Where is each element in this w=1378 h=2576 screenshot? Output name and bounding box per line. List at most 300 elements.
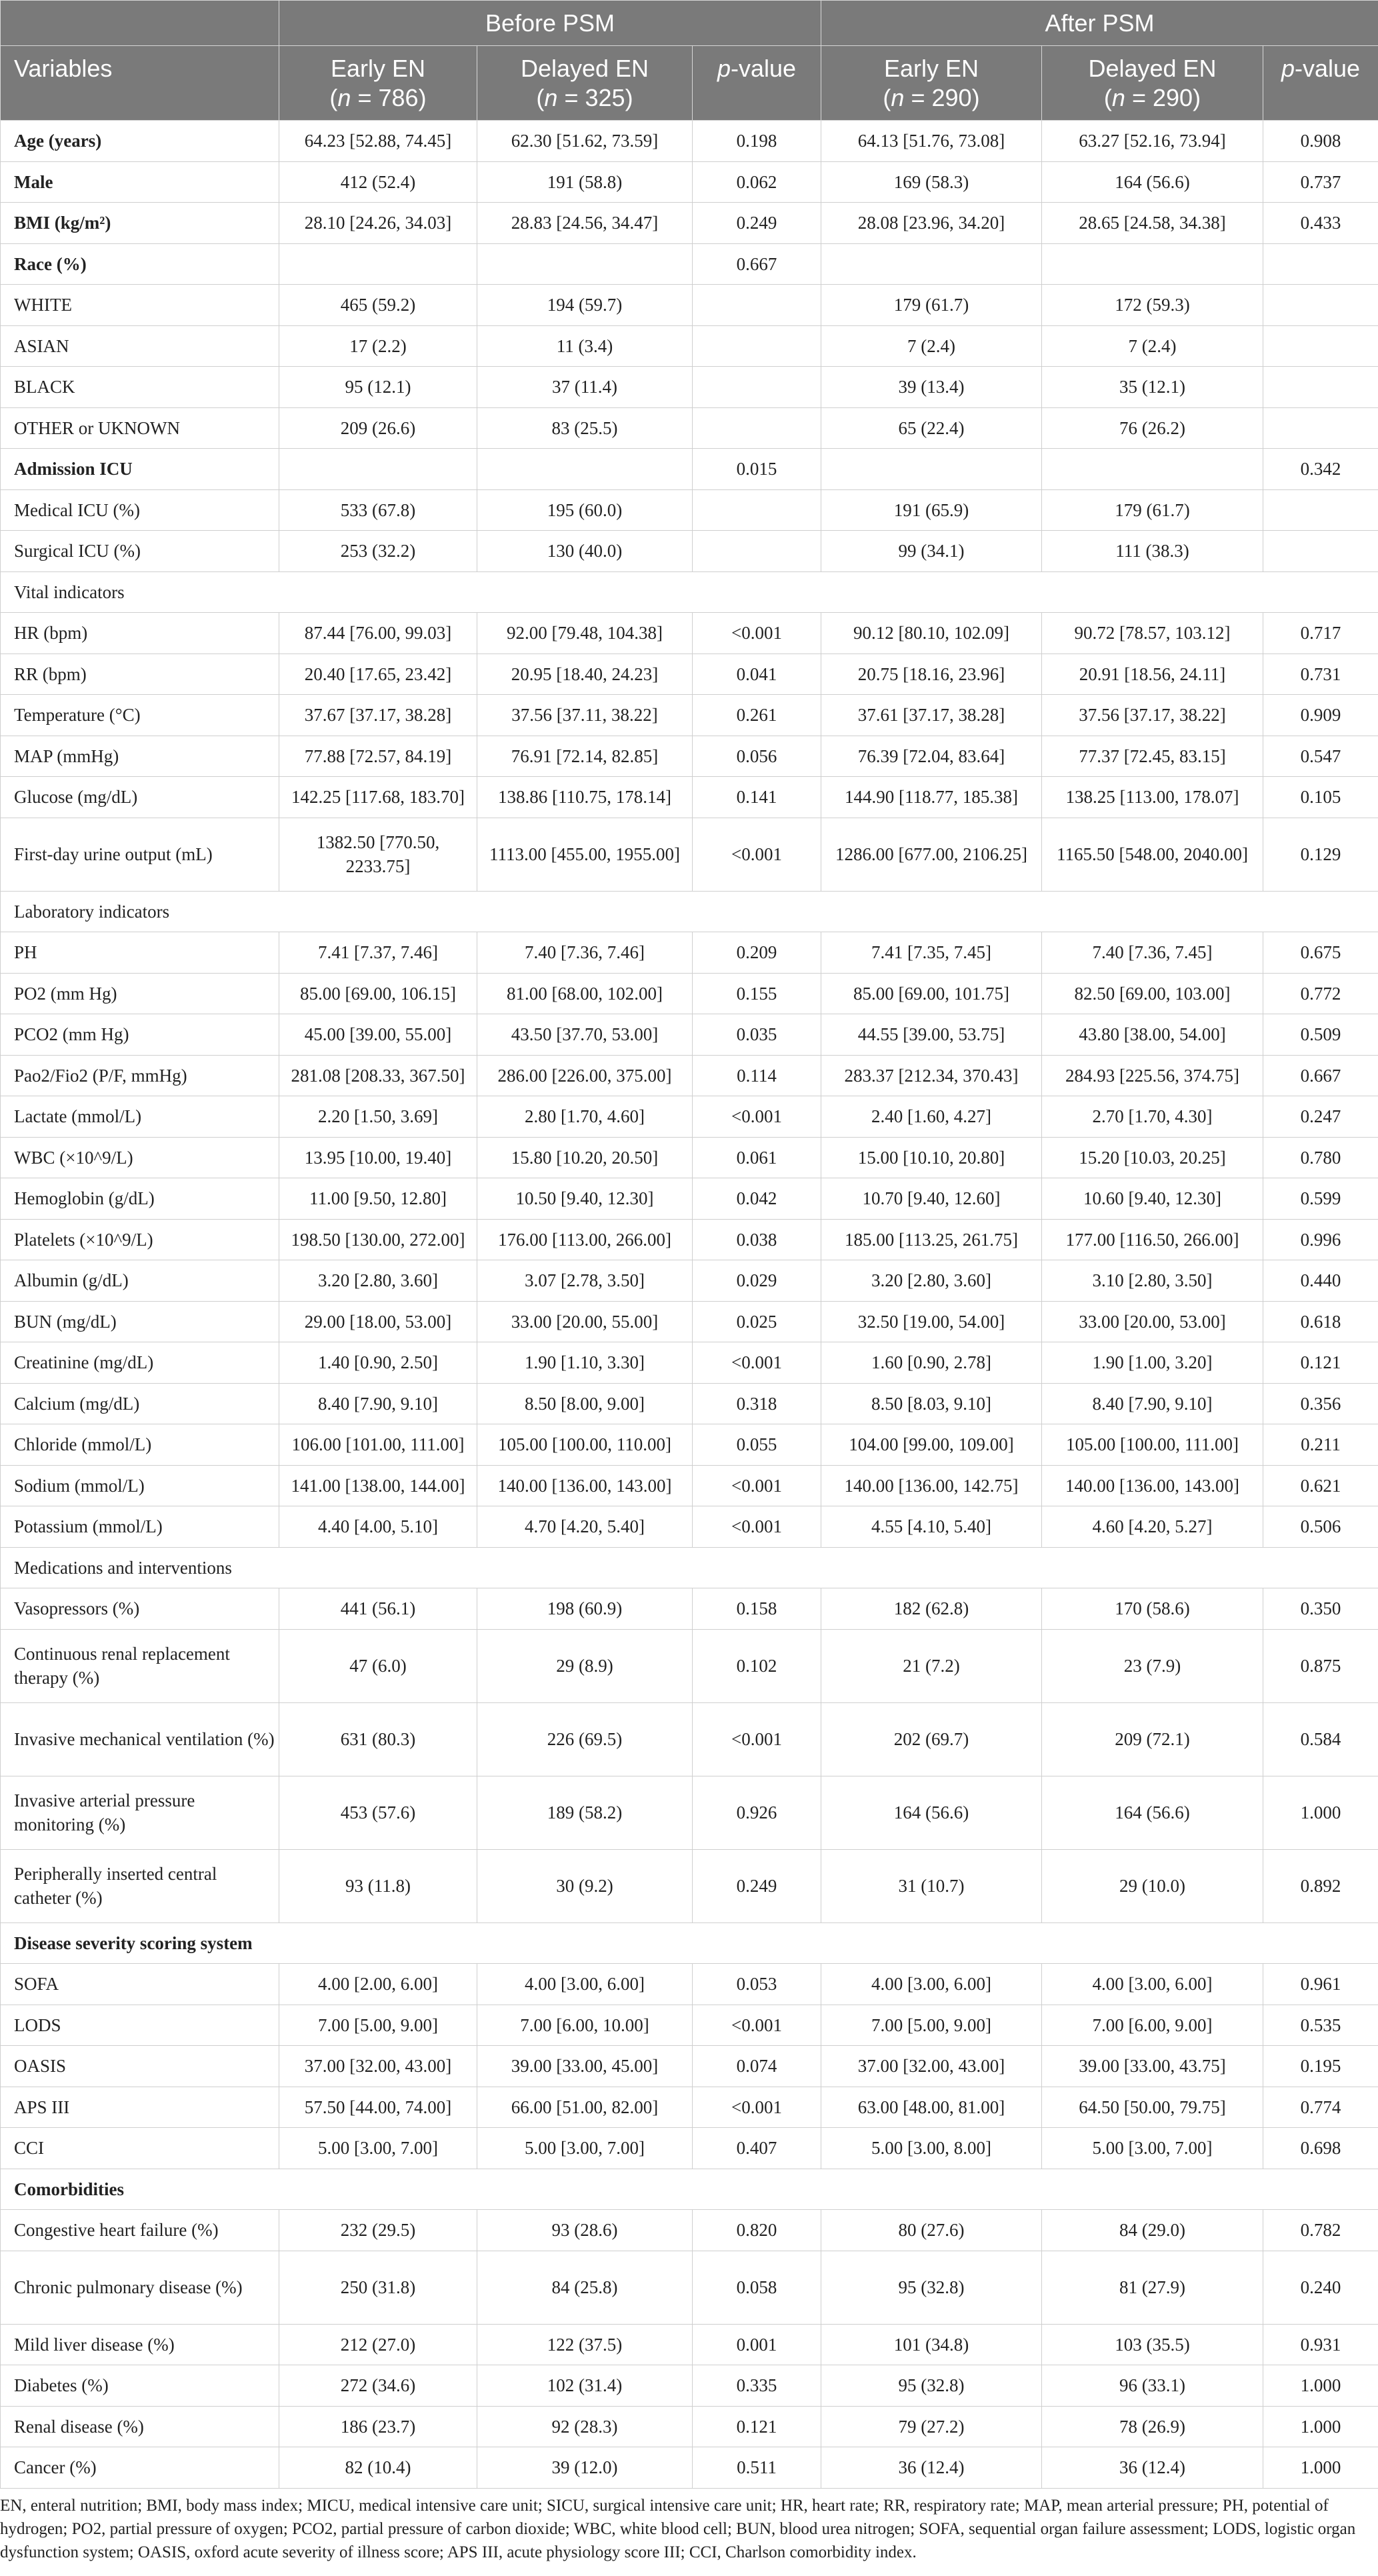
- variable-label: CCI: [1, 2128, 279, 2169]
- table-body: [1, 121, 1378, 2489]
- variable-label: APS III: [1, 2087, 279, 2128]
- delayed-after-value: 39.00 [33.00, 43.75]: [1042, 2046, 1263, 2087]
- early-before-value: 412 (52.4): [279, 161, 477, 203]
- pvalue-after: 0.105: [1263, 777, 1378, 818]
- pvalue-after: 0.247: [1263, 1096, 1378, 1138]
- pvalue-before: 0.249: [693, 203, 821, 244]
- pvalue-before: [693, 489, 821, 531]
- header-pvalue-after: p-value: [1263, 46, 1378, 121]
- pvalue-before: 0.029: [693, 1260, 821, 1302]
- table-row: [1, 1776, 1378, 1849]
- early-after-value: 28.08 [23.96, 34.20]: [821, 203, 1042, 244]
- table-row: [1, 1137, 1378, 1178]
- delayed-before-value: 1113.00 [455.00, 1955.00]: [477, 818, 693, 891]
- early-before-value: 1382.50 [770.50, 2233.75]: [279, 818, 477, 891]
- table-footnote: EN, enteral nutrition; BMI, body mass index; MICU, medical intensive care unit; SICU, surgical intensive care unit; HR, heart rate; RR, respiratory rate; MAP, mean arterial pressure; PH, potential of hydrogen; PO2, partial pressure of oxygen; PCO2, partial pressure of carbon dioxide; WBC, white blood cell; BUN, blood urea nitrogen; SOFA, sequential organ failure assessment; LODS, logistic organ dysfunction system; OASIS, oxford acute severity of illness score; APS III, acute physiology score III; CCI, Charlson comorbidity index.: [0, 2496, 1356, 2561]
- pvalue-after: 0.433: [1263, 203, 1378, 244]
- pvalue-before: 0.511: [693, 2447, 821, 2489]
- pvalue-before: 0.926: [693, 1776, 821, 1849]
- pvalue-before: <0.001: [693, 1506, 821, 1548]
- delayed-after-value: 84 (29.0): [1042, 2210, 1263, 2251]
- delayed-after-value: 81 (27.9): [1042, 2251, 1263, 2324]
- delayed-after-value: 90.72 [78.57, 103.12]: [1042, 613, 1263, 654]
- early-before-value: 93 (11.8): [279, 1849, 477, 1922]
- early-after-value: 8.50 [8.03, 9.10]: [821, 1383, 1042, 1424]
- pvalue-after: 0.909: [1263, 695, 1378, 736]
- delayed-after-value: 1.90 [1.00, 3.20]: [1042, 1342, 1263, 1384]
- early-after-value: 44.55 [39.00, 53.75]: [821, 1014, 1042, 1056]
- table-row: [1, 2251, 1378, 2324]
- pvalue-before: 0.102: [693, 1629, 821, 1702]
- early-before-value: 212 (27.0): [279, 2324, 477, 2365]
- variable-label: Creatinine (mg/dL): [1, 1342, 279, 1384]
- header-early-en-after: [821, 46, 1042, 121]
- variable-label: Chronic pulmonary disease (%): [1, 2251, 279, 2324]
- table-row: [1, 1629, 1378, 1702]
- pvalue-before: 0.061: [693, 1137, 821, 1178]
- table-row: [1, 613, 1378, 654]
- table-row: [1, 1588, 1378, 1630]
- delayed-after-value: 103 (35.5): [1042, 2324, 1263, 2365]
- section-label: Comorbidities: [1, 2169, 1378, 2210]
- pvalue-before: 0.056: [693, 736, 821, 777]
- delayed-before-value: 1.90 [1.10, 3.30]: [477, 1342, 693, 1384]
- pvalue-after: [1263, 489, 1378, 531]
- table-row: [1, 736, 1378, 777]
- delayed-before-value: 10.50 [9.40, 12.30]: [477, 1178, 693, 1220]
- header-group-row: [1, 1, 1378, 46]
- early-after-value: 95 (32.8): [821, 2365, 1042, 2407]
- early-after-value: 63.00 [48.00, 81.00]: [821, 2087, 1042, 2128]
- early-before-value: 186 (23.7): [279, 2406, 477, 2447]
- early-after-value: 179 (61.7): [821, 285, 1042, 326]
- pvalue-after: [1263, 531, 1378, 572]
- early-after-value: 140.00 [136.00, 142.75]: [821, 1465, 1042, 1506]
- pvalue-after: 0.780: [1263, 1137, 1378, 1178]
- pvalue-before: 0.158: [693, 1588, 821, 1630]
- variable-label: Glucose (mg/dL): [1, 777, 279, 818]
- pvalue-after: 0.698: [1263, 2128, 1378, 2169]
- delayed-after-value: 35 (12.1): [1042, 367, 1263, 408]
- delayed-after-value: 23 (7.9): [1042, 1629, 1263, 1702]
- delayed-before-value: 84 (25.8): [477, 2251, 693, 2324]
- delayed-after-value: 33.00 [20.00, 53.00]: [1042, 1301, 1263, 1342]
- header-early-en-before: [279, 46, 477, 121]
- pvalue-before: 0.121: [693, 2406, 821, 2447]
- early-after-value: 15.00 [10.10, 20.80]: [821, 1137, 1042, 1178]
- pvalue-before: 0.062: [693, 161, 821, 203]
- early-after-value: 164 (56.6): [821, 1776, 1042, 1849]
- pvalue-after: 0.737: [1263, 161, 1378, 203]
- delayed-before-value: 11 (3.4): [477, 325, 693, 367]
- delayed-after-value: 8.40 [7.90, 9.10]: [1042, 1383, 1263, 1424]
- table-row: [1, 243, 1378, 285]
- delayed-after-value: 170 (58.6): [1042, 1588, 1263, 1630]
- pvalue-before: <0.001: [693, 613, 821, 654]
- variable-label: Hemoglobin (g/dL): [1, 1178, 279, 1220]
- table-row: [1, 1964, 1378, 2005]
- early-after-value: 31 (10.7): [821, 1849, 1042, 1922]
- early-after-value: 79 (27.2): [821, 2406, 1042, 2447]
- table-row: [1, 1465, 1378, 1506]
- section-row: [1, 1922, 1378, 1964]
- variable-label: Diabetes (%): [1, 2365, 279, 2407]
- delayed-before-value: 30 (9.2): [477, 1849, 693, 1922]
- pvalue-after: 0.240: [1263, 2251, 1378, 2324]
- pvalue-after: 0.121: [1263, 1342, 1378, 1384]
- variable-label: Mild liver disease (%): [1, 2324, 279, 2365]
- pvalue-after: 0.892: [1263, 1849, 1378, 1922]
- delayed-after-value: 20.91 [18.56, 24.11]: [1042, 654, 1263, 695]
- delayed-after-value: 105.00 [100.00, 111.00]: [1042, 1424, 1263, 1466]
- header-n-delayed-after: (n = 290): [1103, 83, 1201, 111]
- delayed-after-value: 172 (59.3): [1042, 285, 1263, 326]
- variable-label: Surgical ICU (%): [1, 531, 279, 572]
- early-before-value: 7.41 [7.37, 7.46]: [279, 932, 477, 974]
- early-before-value: 4.40 [4.00, 5.10]: [279, 1506, 477, 1548]
- pvalue-after: 0.996: [1263, 1219, 1378, 1260]
- table-row: [1, 449, 1378, 490]
- table-row: [1, 325, 1378, 367]
- variable-label: Vasopressors (%): [1, 1588, 279, 1630]
- section-label: Vital indicators: [1, 571, 1378, 613]
- delayed-before-value: 226 (69.5): [477, 1702, 693, 1776]
- pvalue-after: 0.774: [1263, 2087, 1378, 2128]
- early-after-value: 37.00 [32.00, 43.00]: [821, 2046, 1042, 2087]
- pvalue-before: 0.261: [693, 695, 821, 736]
- variable-label: First-day urine output (mL): [1, 818, 279, 891]
- variable-label: PCO2 (mm Hg): [1, 1014, 279, 1056]
- variable-label: Male: [1, 161, 279, 203]
- delayed-after-value: [1042, 449, 1263, 490]
- pvalue-after: [1263, 325, 1378, 367]
- early-after-value: 39 (13.4): [821, 367, 1042, 408]
- delayed-after-value: [1042, 243, 1263, 285]
- delayed-after-value: 1165.50 [548.00, 2040.00]: [1042, 818, 1263, 891]
- pvalue-after: 0.618: [1263, 1301, 1378, 1342]
- early-before-value: 45.00 [39.00, 55.00]: [279, 1014, 477, 1056]
- variable-label: MAP (mmHg): [1, 736, 279, 777]
- early-after-value: 7.41 [7.35, 7.45]: [821, 932, 1042, 974]
- header-after-psm: After PSM: [821, 1, 1378, 46]
- header-n-early-after: (n = 290): [883, 83, 980, 111]
- early-before-value: 281.08 [208.33, 367.50]: [279, 1055, 477, 1096]
- pvalue-before: [693, 367, 821, 408]
- pvalue-after: 0.599: [1263, 1178, 1378, 1220]
- early-before-value: 13.95 [10.00, 19.40]: [279, 1137, 477, 1178]
- variable-label: Platelets (×10^9/L): [1, 1219, 279, 1260]
- pvalue-after: 0.440: [1263, 1260, 1378, 1302]
- delayed-after-value: 82.50 [69.00, 103.00]: [1042, 973, 1263, 1014]
- delayed-after-value: 63.27 [52.16, 73.94]: [1042, 121, 1263, 162]
- early-after-value: 37.61 [37.17, 38.28]: [821, 695, 1042, 736]
- pvalue-before: 0.015: [693, 449, 821, 490]
- table-row: [1, 1178, 1378, 1220]
- header-empty-cell: [1, 1, 279, 46]
- early-after-value: 21 (7.2): [821, 1629, 1042, 1702]
- early-after-value: 169 (58.3): [821, 161, 1042, 203]
- delayed-before-value: 3.07 [2.78, 3.50]: [477, 1260, 693, 1302]
- section-row: [1, 1547, 1378, 1588]
- header-variables: Variables: [1, 46, 279, 121]
- delayed-before-value: 37.56 [37.11, 38.22]: [477, 695, 693, 736]
- pvalue-before: 0.114: [693, 1055, 821, 1096]
- pvalue-after: 0.772: [1263, 973, 1378, 1014]
- pvalue-after: 0.506: [1263, 1506, 1378, 1548]
- table-row: [1, 2447, 1378, 2489]
- pvalue-after: 1.000: [1263, 1776, 1378, 1849]
- variable-label: SOFA: [1, 1964, 279, 2005]
- early-after-value: 95 (32.8): [821, 2251, 1042, 2324]
- pvalue-before: 0.038: [693, 1219, 821, 1260]
- early-before-value: 3.20 [2.80, 3.60]: [279, 1260, 477, 1302]
- delayed-after-value: 10.60 [9.40, 12.30]: [1042, 1178, 1263, 1220]
- early-before-value: 250 (31.8): [279, 2251, 477, 2324]
- variable-label: OASIS: [1, 2046, 279, 2087]
- pvalue-before: 0.042: [693, 1178, 821, 1220]
- table-row: [1, 489, 1378, 531]
- early-after-value: 144.90 [118.77, 185.38]: [821, 777, 1042, 818]
- variable-label: Chloride (mmol/L): [1, 1424, 279, 1466]
- variable-label: Sodium (mmol/L): [1, 1465, 279, 1506]
- delayed-after-value: 140.00 [136.00, 143.00]: [1042, 1465, 1263, 1506]
- variable-label: PH: [1, 932, 279, 974]
- variable-label: Calcium (mg/dL): [1, 1383, 279, 1424]
- early-after-value: 104.00 [99.00, 109.00]: [821, 1424, 1042, 1466]
- delayed-after-value: 43.80 [38.00, 54.00]: [1042, 1014, 1263, 1056]
- pvalue-before: 0.209: [693, 932, 821, 974]
- pvalue-before: <0.001: [693, 818, 821, 891]
- pvalue-before: [693, 285, 821, 326]
- pvalue-before: 0.058: [693, 2251, 821, 2324]
- early-before-value: 198.50 [130.00, 272.00]: [279, 1219, 477, 1260]
- table-row: [1, 654, 1378, 695]
- delayed-before-value: 140.00 [136.00, 143.00]: [477, 1465, 693, 1506]
- early-after-value: 202 (69.7): [821, 1702, 1042, 1776]
- table-row: [1, 407, 1378, 449]
- pvalue-after: 1.000: [1263, 2447, 1378, 2489]
- early-before-value: 8.40 [7.90, 9.10]: [279, 1383, 477, 1424]
- variable-label: RR (bpm): [1, 654, 279, 695]
- pvalue-after: 0.731: [1263, 654, 1378, 695]
- header-early-en-label: Early EN: [330, 54, 426, 82]
- variable-label: Age (years): [1, 121, 279, 162]
- variable-label: Medical ICU (%): [1, 489, 279, 531]
- delayed-before-value: 130 (40.0): [477, 531, 693, 572]
- delayed-after-value: 96 (33.1): [1042, 2365, 1263, 2407]
- delayed-before-value: 92.00 [79.48, 104.38]: [477, 613, 693, 654]
- delayed-before-value: 102 (31.4): [477, 2365, 693, 2407]
- delayed-before-value: 93 (28.6): [477, 2210, 693, 2251]
- table-row: [1, 1424, 1378, 1466]
- header-delayed-en-after: [1042, 46, 1263, 121]
- early-before-value: 209 (26.6): [279, 407, 477, 449]
- table-row: [1, 285, 1378, 326]
- pvalue-before: 0.249: [693, 1849, 821, 1922]
- early-after-value: 283.37 [212.34, 370.43]: [821, 1055, 1042, 1096]
- delayed-before-value: 20.95 [18.40, 24.23]: [477, 654, 693, 695]
- pvalue-before: 0.025: [693, 1301, 821, 1342]
- variable-label: Potassium (mmol/L): [1, 1506, 279, 1548]
- variable-label: Albumin (g/dL): [1, 1260, 279, 1302]
- delayed-before-value: 176.00 [113.00, 266.00]: [477, 1219, 693, 1260]
- early-before-value: 441 (56.1): [279, 1588, 477, 1630]
- pvalue-after: 0.535: [1263, 2005, 1378, 2046]
- early-after-value: [821, 449, 1042, 490]
- pvalue-before: 0.041: [693, 654, 821, 695]
- table-row: [1, 2005, 1378, 2046]
- early-before-value: 37.00 [32.00, 43.00]: [279, 2046, 477, 2087]
- pvalue-before: 0.820: [693, 2210, 821, 2251]
- early-after-value: 85.00 [69.00, 101.75]: [821, 973, 1042, 1014]
- early-after-value: 182 (62.8): [821, 1588, 1042, 1630]
- pvalue-after: 0.342: [1263, 449, 1378, 490]
- early-before-value: 95 (12.1): [279, 367, 477, 408]
- delayed-after-value: 76 (26.2): [1042, 407, 1263, 449]
- delayed-before-value: 37 (11.4): [477, 367, 693, 408]
- variable-label: HR (bpm): [1, 613, 279, 654]
- delayed-after-value: 138.25 [113.00, 178.07]: [1042, 777, 1263, 818]
- early-before-value: [279, 243, 477, 285]
- early-after-value: 7 (2.4): [821, 325, 1042, 367]
- delayed-before-value: 191 (58.8): [477, 161, 693, 203]
- early-before-value: 4.00 [2.00, 6.00]: [279, 1964, 477, 2005]
- delayed-after-value: 7.40 [7.36, 7.45]: [1042, 932, 1263, 974]
- delayed-after-value: 77.37 [72.45, 83.15]: [1042, 736, 1263, 777]
- delayed-before-value: 39 (12.0): [477, 2447, 693, 2489]
- table-row: [1, 531, 1378, 572]
- pvalue-before: [693, 407, 821, 449]
- early-after-value: 7.00 [5.00, 9.00]: [821, 2005, 1042, 2046]
- table-row: [1, 695, 1378, 736]
- variable-label: Temperature (°C): [1, 695, 279, 736]
- early-after-value: 80 (27.6): [821, 2210, 1042, 2251]
- table-row: [1, 2046, 1378, 2087]
- early-before-value: 77.88 [72.57, 84.19]: [279, 736, 477, 777]
- early-before-value: 87.44 [76.00, 99.03]: [279, 613, 477, 654]
- early-before-value: 11.00 [9.50, 12.80]: [279, 1178, 477, 1220]
- delayed-after-value: 3.10 [2.80, 3.50]: [1042, 1260, 1263, 1302]
- early-before-value: 64.23 [52.88, 74.45]: [279, 121, 477, 162]
- section-label: Disease severity scoring system: [1, 1922, 1378, 1964]
- header-before-psm: Before PSM: [279, 1, 821, 46]
- variable-label: WBC (×10^9/L): [1, 1137, 279, 1178]
- table-row: [1, 2128, 1378, 2169]
- early-before-value: [279, 449, 477, 490]
- early-before-value: 465 (59.2): [279, 285, 477, 326]
- delayed-after-value: 4.00 [3.00, 6.00]: [1042, 1964, 1263, 2005]
- delayed-before-value: 198 (60.9): [477, 1588, 693, 1630]
- delayed-before-value: 92 (28.3): [477, 2406, 693, 2447]
- early-before-value: 2.20 [1.50, 3.69]: [279, 1096, 477, 1138]
- table-row: [1, 367, 1378, 408]
- pvalue-before: <0.001: [693, 1465, 821, 1506]
- early-after-value: 3.20 [2.80, 3.60]: [821, 1260, 1042, 1302]
- early-before-value: 106.00 [101.00, 111.00]: [279, 1424, 477, 1466]
- variable-label: Lactate (mmol/L): [1, 1096, 279, 1138]
- delayed-before-value: 66.00 [51.00, 82.00]: [477, 2087, 693, 2128]
- early-after-value: 191 (65.9): [821, 489, 1042, 531]
- table-row: [1, 1702, 1378, 1776]
- early-after-value: 32.50 [19.00, 54.00]: [821, 1301, 1042, 1342]
- early-before-value: 5.00 [3.00, 7.00]: [279, 2128, 477, 2169]
- delayed-before-value: 7.40 [7.36, 7.46]: [477, 932, 693, 974]
- variable-label: Pao2/Fio2 (P/F, mmHg): [1, 1055, 279, 1096]
- pvalue-after: 0.675: [1263, 932, 1378, 974]
- early-after-value: 2.40 [1.60, 4.27]: [821, 1096, 1042, 1138]
- delayed-before-value: 5.00 [3.00, 7.00]: [477, 2128, 693, 2169]
- table-row: [1, 932, 1378, 974]
- header-column-row: [1, 46, 1378, 121]
- early-before-value: 142.25 [117.68, 183.70]: [279, 777, 477, 818]
- pvalue-before: 0.335: [693, 2365, 821, 2407]
- header-delayed-en-before: [477, 46, 693, 121]
- early-before-value: 453 (57.6): [279, 1776, 477, 1849]
- delayed-after-value: 7 (2.4): [1042, 325, 1263, 367]
- table-row: [1, 161, 1378, 203]
- delayed-before-value: 7.00 [6.00, 10.00]: [477, 2005, 693, 2046]
- header-delayed-en-label: Delayed EN: [520, 54, 649, 82]
- table-row: [1, 121, 1378, 162]
- delayed-before-value: 138.86 [110.75, 178.14]: [477, 777, 693, 818]
- early-after-value: 20.75 [18.16, 23.96]: [821, 654, 1042, 695]
- early-after-value: 36 (12.4): [821, 2447, 1042, 2489]
- pvalue-after: 1.000: [1263, 2365, 1378, 2407]
- early-after-value: 5.00 [3.00, 8.00]: [821, 2128, 1042, 2169]
- delayed-after-value: 2.70 [1.70, 4.30]: [1042, 1096, 1263, 1138]
- early-before-value: 82 (10.4): [279, 2447, 477, 2489]
- table-row: [1, 1219, 1378, 1260]
- variable-label: PO2 (mm Hg): [1, 973, 279, 1014]
- early-before-value: 253 (32.2): [279, 531, 477, 572]
- pvalue-after: 0.584: [1263, 1702, 1378, 1776]
- pvalue-before: 0.155: [693, 973, 821, 1014]
- early-before-value: 533 (67.8): [279, 489, 477, 531]
- pvalue-after: [1263, 407, 1378, 449]
- pvalue-before: 0.407: [693, 2128, 821, 2169]
- early-before-value: 17 (2.2): [279, 325, 477, 367]
- variable-label: Congestive heart failure (%): [1, 2210, 279, 2251]
- delayed-after-value: 5.00 [3.00, 7.00]: [1042, 2128, 1263, 2169]
- pvalue-after: 0.350: [1263, 1588, 1378, 1630]
- early-before-value: 29.00 [18.00, 53.00]: [279, 1301, 477, 1342]
- pvalue-after: 0.717: [1263, 613, 1378, 654]
- delayed-before-value: 28.83 [24.56, 34.47]: [477, 203, 693, 244]
- delayed-before-value: 2.80 [1.70, 4.60]: [477, 1096, 693, 1138]
- pvalue-after: 0.621: [1263, 1465, 1378, 1506]
- table-row: [1, 2324, 1378, 2365]
- delayed-before-value: 43.50 [37.70, 53.00]: [477, 1014, 693, 1056]
- pvalue-before: <0.001: [693, 1702, 821, 1776]
- pvalue-before: 0.001: [693, 2324, 821, 2365]
- early-before-value: 232 (29.5): [279, 2210, 477, 2251]
- variable-label: Invasive mechanical ventilation (%): [1, 1702, 279, 1776]
- table-row: [1, 777, 1378, 818]
- early-after-value: 90.12 [80.10, 102.09]: [821, 613, 1042, 654]
- pvalue-before: 0.053: [693, 1964, 821, 2005]
- table-row: [1, 1096, 1378, 1138]
- early-after-value: 101 (34.8): [821, 2324, 1042, 2365]
- variable-label: WHITE: [1, 285, 279, 326]
- delayed-after-value: 179 (61.7): [1042, 489, 1263, 531]
- delayed-before-value: 195 (60.0): [477, 489, 693, 531]
- delayed-before-value: [477, 243, 693, 285]
- pvalue-before: <0.001: [693, 1342, 821, 1384]
- header-delayed-en-label: Delayed EN: [1088, 54, 1217, 82]
- delayed-before-value: 15.80 [10.20, 20.50]: [477, 1137, 693, 1178]
- variable-label: Invasive arterial pressure monitoring (%): [1, 1776, 279, 1849]
- variable-label: Admission ICU: [1, 449, 279, 490]
